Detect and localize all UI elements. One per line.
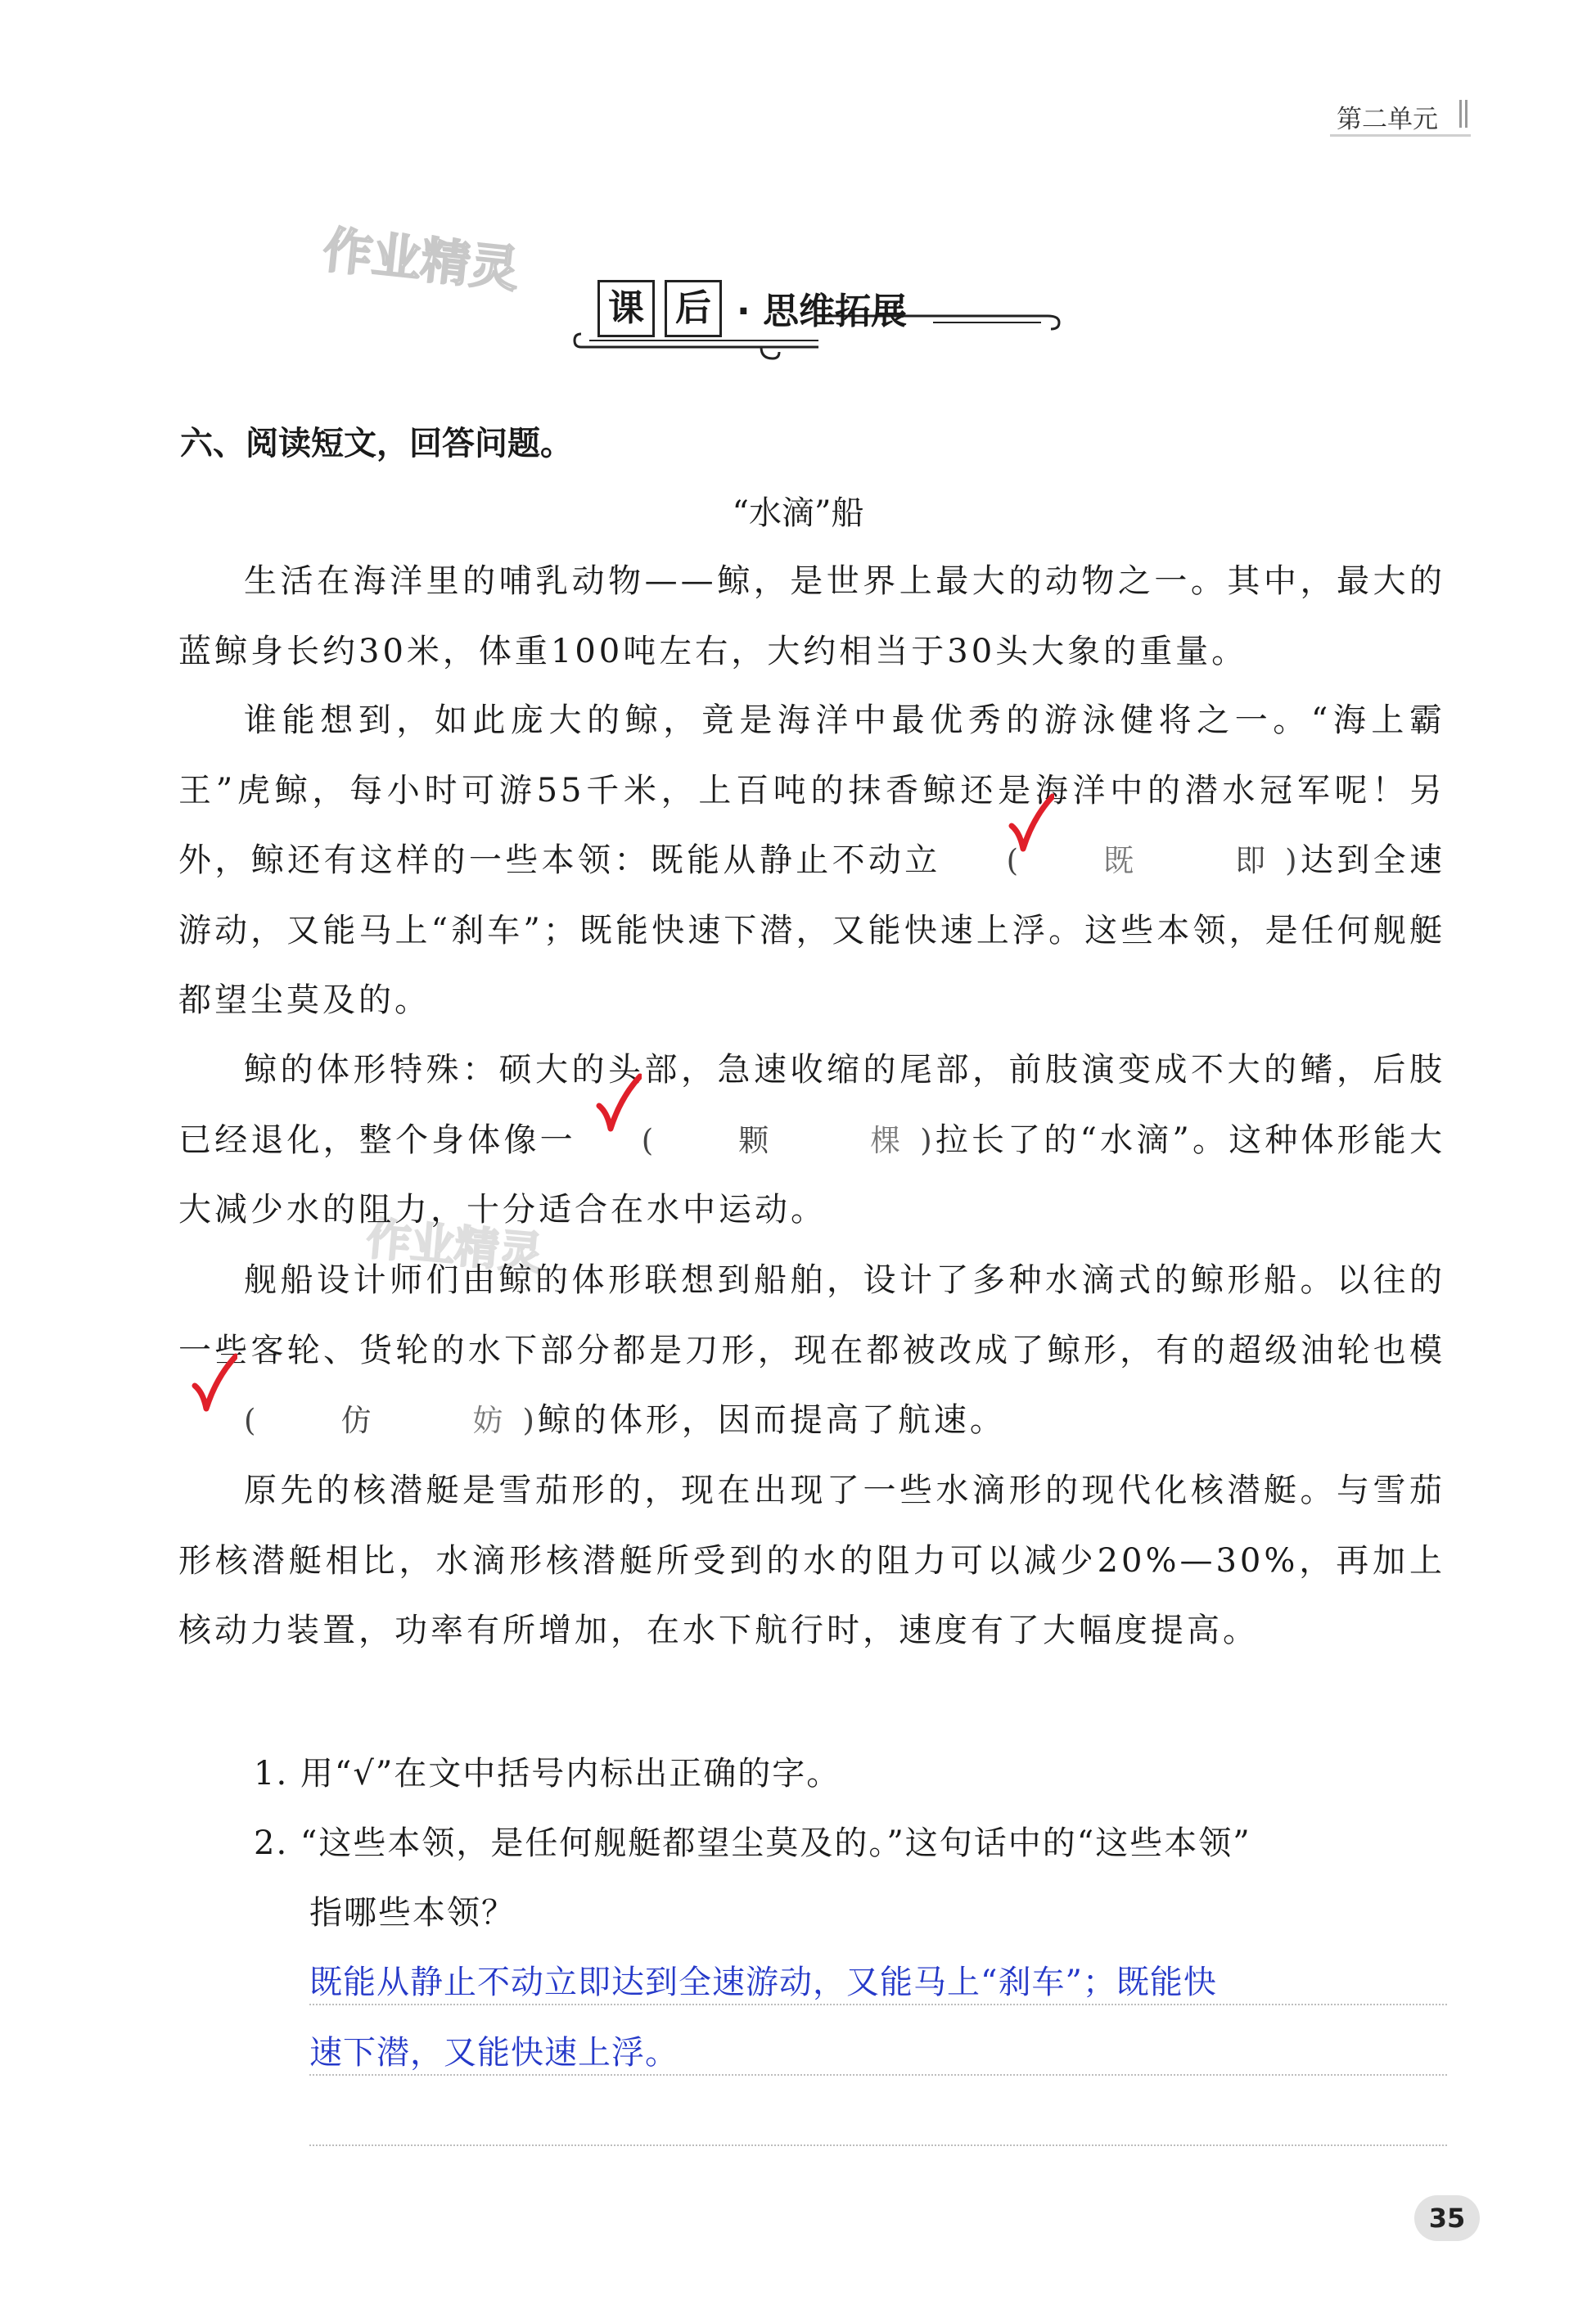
answer-underline-3 xyxy=(309,2144,1447,2146)
paren-open: ( xyxy=(244,1403,259,1438)
paragraph-4-text-b: 鲸的体形，因而提高了航速。 xyxy=(537,1401,1006,1439)
paragraph-4 xyxy=(178,1246,1445,1456)
paragraph-4-text-a: 舰船设计师们由鲸的体形联想到船舶，设计了多种水滴式的鲸形船。以往的一些客轮、货轮的水下部分都是刀形，现在都被改成了鲸形，有的超级油轮也模 xyxy=(178,1261,1445,1369)
unit-label-text: 第二单元 xyxy=(1337,105,1438,134)
answer-underline-2 xyxy=(309,2074,1447,2076)
section-heading: 六、阅读短文，回答问题。 xyxy=(180,424,573,462)
choice-fang[interactable] xyxy=(178,1386,538,1456)
banner-title: · 思维拓展 xyxy=(737,291,908,332)
unit-label xyxy=(1330,92,1471,137)
banner-char-box-1 xyxy=(597,280,655,337)
paren-close: ) xyxy=(522,1403,538,1438)
choice-ji-option-1: 既 xyxy=(1103,843,1138,878)
watermark-logo-faint: 作业精灵 xyxy=(364,1212,545,1280)
watermark-logo: 作业精灵 xyxy=(320,221,522,300)
paragraph-3-text-a: 鲸的体形特殊：硕大的头部，急速收缩的尾部，前肢演变成不大的鳍，后肢已经退化，整个身体像一 xyxy=(178,1051,1445,1159)
question-2-line-1: 2. “这些本领，是任何舰艇都望尘莫及的。”这句话中的“这些本领” xyxy=(254,1824,1251,1862)
article-title: “水滴”船 xyxy=(732,494,864,532)
paren-open: ( xyxy=(1006,843,1022,878)
paren-close: ) xyxy=(920,1122,936,1158)
answer-line-1[interactable]: 既能从静止不动立即达到全速游动，又能马上“刹车”；既能快 xyxy=(309,1964,1217,2001)
paragraph-3 xyxy=(178,1035,1445,1246)
check-mark-icon xyxy=(596,1073,642,1134)
choice-ji[interactable] xyxy=(941,826,1301,896)
section-banner xyxy=(573,262,1064,360)
question-1: 1. 用“√”在文中括号内标出正确的字。 xyxy=(254,1755,841,1793)
paragraph-2-text-b: 达到全速游动，又能马上“刹车”；既能快速下潜，又能快速上浮。这些本领，是任何舰艇都望尘莫及的。 xyxy=(178,841,1446,1019)
banner-char-2: 后 xyxy=(675,287,711,329)
choice-fang-option-2: 妨 xyxy=(472,1403,507,1438)
banner-char-1: 课 xyxy=(608,287,644,329)
paragraph-1 xyxy=(178,547,1445,687)
page-number: 35 xyxy=(1414,2195,1480,2241)
paren-close: ) xyxy=(1285,843,1301,878)
answer-line-2[interactable]: 速下潜，又能快速上浮。 xyxy=(309,2034,679,2072)
question-2-line-2: 指哪些本领？ xyxy=(309,1894,516,1932)
choice-fang-option-1: 仿 xyxy=(340,1403,375,1438)
paren-open: ( xyxy=(641,1122,657,1158)
choice-ke[interactable] xyxy=(576,1106,936,1176)
paragraph-5 xyxy=(178,1456,1445,1666)
choice-ke-option-1: 颗 xyxy=(738,1122,773,1158)
check-mark-icon xyxy=(192,1353,237,1414)
paragraph-1-text: 生活在海洋里的哺乳动物——鲸，是世界上最大的动物之一。其中，最大的蓝鲸身长约30米，体重100吨左右，大约相当于30头大象的重量。 xyxy=(178,562,1445,670)
choice-ji-option-2: 即 xyxy=(1235,843,1269,878)
paragraph-2 xyxy=(178,686,1445,1036)
paragraph-5-text: 原先的核潜艇是雪茄形的，现在出现了一些水滴形的现代化核潜艇。与雪茄形核潜艇相比，水滴形核潜艇所受到的水的阻力可以减少20%—30%，再加上核动力装置，功率有所增加，在水下航行时，速度有了大幅度提高。 xyxy=(178,1472,1445,1649)
paragraph-2-text-a: 谁能想到，如此庞大的鲸，竟是海洋中最优秀的游泳健将之一。“海上霸王”虎鲸，每小时可游55千米，上百吨的抹香鲸还是海洋中的潜水冠军呢！另外，鲸还有这样的一些本领：既能从静止不动立 xyxy=(178,701,1445,879)
banner-char-box-2 xyxy=(665,280,722,337)
double-bar-icon xyxy=(1459,100,1468,128)
paragraph-3-text-b: 拉长了的“水滴”。这种体形能大大减少水的阻力，十分适合在水中运动。 xyxy=(178,1121,1446,1229)
check-mark-icon xyxy=(1008,793,1054,854)
choice-ke-option-2: 棵 xyxy=(870,1122,904,1158)
answer-underline-1 xyxy=(309,2004,1447,2005)
